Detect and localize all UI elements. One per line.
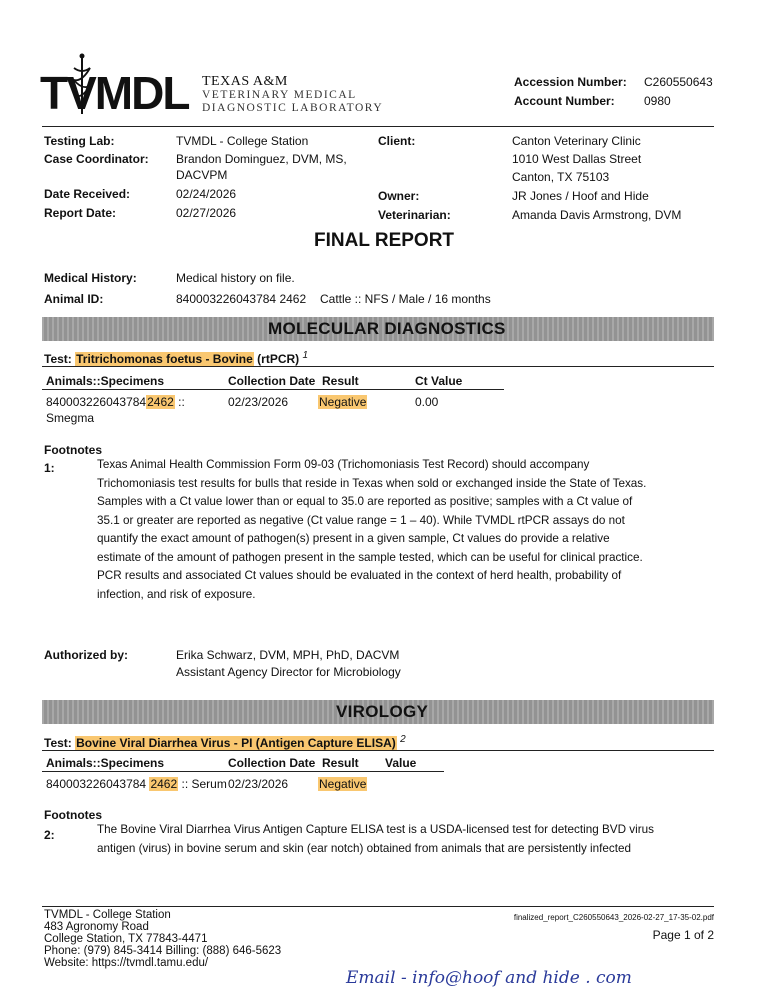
account-label: Account Number:: [514, 94, 615, 108]
result-negative: Negative: [319, 777, 367, 791]
report-title: FINAL REPORT: [314, 230, 455, 251]
col-result: Result: [322, 756, 359, 770]
specimen-id-separator: ::: [178, 395, 185, 409]
result-value: [318, 395, 367, 409]
header-divider: [42, 126, 714, 127]
result-value: [318, 777, 367, 791]
veterinarian-value: Amanda Davis Armstrong, DVM: [512, 208, 682, 222]
col-collection-date: Collection Date: [228, 756, 316, 770]
authorizer-title: Assistant Agency Director for Microbiology: [176, 665, 401, 679]
col-ct-value: Ct Value: [415, 374, 463, 388]
test-prefix: Test:: [44, 736, 72, 750]
org-line-1: TEXAS A&M: [202, 74, 288, 89]
footer-website: Website: https://tvmdl.tamu.edu/: [44, 957, 209, 969]
owner-value: JR Jones / Hoof and Hide: [512, 189, 649, 203]
footnote-number: 2:: [44, 828, 55, 842]
specimen-id-prefix: 840003226043784: [46, 777, 147, 791]
result-negative: Negative: [319, 395, 367, 409]
authorized-by-label: Authorized by:: [44, 648, 128, 662]
veterinarian-label: Veterinarian:: [378, 208, 451, 222]
footnote-line-1: The Bovine Viral Diarrhea Virus Antigen Capture ELISA test is a USDA-licensed test for detecting BVD virus: [97, 823, 654, 836]
account-value: 0980: [644, 94, 671, 108]
test-method: (rtPCR): [257, 352, 300, 366]
client-label: Client:: [378, 134, 416, 148]
collection-date-value: 02/23/2026: [228, 777, 289, 791]
test-prefix: Test:: [44, 352, 72, 366]
animal-id-value: 840003226043784 2462: [176, 292, 307, 306]
accession-label: Accession Number:: [514, 75, 627, 89]
footnote-text: Texas Animal Health Commission Form 09-03 (Trichomoniasis Test Record) should accompany Trichomoniasis test results for bulls that reside in Texas when sold or exchanged inside the State of Texas. Samples with a Ct value lower than or equal to 35.0 are reported as positive; samples with a Ct value of 35.1 or greater are reported as negative (Ct value range = 1 – 40). While TVMDL rtPCR assays do not quantify the exact amount of pathogen(s) present in a given sample, Ct values do provide a relative estimate of the amount of pathogen present in the sample tested, which can be useful for clinical practice. PCR results and associated Ct values should be evaluated in the context of herd health, probability of infection, and risk of exposure.: [97, 458, 647, 601]
footnote-ref: 1: [302, 350, 309, 361]
client-line-2: 1010 West Dallas Street: [512, 152, 642, 166]
testing-lab-label: Testing Lab:: [44, 134, 115, 148]
footnotes-heading: Footnotes: [44, 443, 102, 457]
date-received-value: 02/24/2026: [176, 187, 237, 201]
test-name: Bovine Viral Diarrhea Virus - PI (Antigen Capture ELISA): [76, 736, 396, 750]
footnote-ref: 2: [400, 734, 406, 745]
coordinator-line-1: Brandon Dominguez, DVM, MS,: [176, 152, 347, 166]
footer-divider: [42, 906, 714, 907]
specimen-id-tag: 2462: [150, 777, 178, 791]
client-line-1: Canton Veterinary Clinic: [512, 134, 641, 148]
molecular-table-rule: [42, 389, 504, 390]
molecular-test-line: [44, 350, 308, 366]
animal-description: Cattle :: NFS / Male / 16 months: [320, 292, 491, 306]
collection-date-value: 02/23/2026: [228, 395, 289, 409]
accession-value: C260550643: [644, 75, 713, 89]
org-line-3: DIAGNOSTIC LABORATORY: [202, 102, 384, 114]
specimen-id: [46, 777, 227, 791]
caduceus-icon: [70, 52, 94, 116]
virology-test-line: [44, 734, 406, 750]
footer-city: College Station, TX 77843-4471: [44, 933, 208, 945]
coordinator-line-2: DACVPM: [176, 168, 228, 182]
animal-id-label: Animal ID:: [44, 292, 104, 306]
specimen-id-prefix: 840003226043784: [46, 395, 147, 409]
footnote-line-2: antigen (virus) in bovine serum and skin (ear notch) obtained from animals that are persistently infected: [97, 842, 631, 855]
specimen-id-tag: 2462: [147, 395, 174, 409]
authorizer-name: Erika Schwarz, DVM, MPH, PhD, DACVM: [176, 648, 400, 662]
footer-address: [44, 909, 281, 969]
specimen-type: :: Serum: [181, 777, 227, 791]
specimen-type: Smegma: [46, 411, 95, 425]
medical-history-label: Medical History:: [44, 271, 137, 285]
test-name: Tritrichomonas foetus - Bovine: [76, 352, 253, 366]
footer-phone: Phone: (979) 845-3414 Billing: (888) 646-5623: [44, 945, 282, 957]
virology-section-title: VIROLOGY: [336, 702, 429, 721]
report-date-label: Report Date:: [44, 206, 117, 220]
col-collection-date: Collection Date: [228, 374, 316, 388]
report-date-value: 02/27/2026: [176, 206, 237, 220]
coordinator-label: Case Coordinator:: [44, 152, 149, 166]
virology-test-rule: [42, 750, 714, 751]
client-line-3: Canton, TX 75103: [512, 170, 610, 184]
logo-wordmark: TVMDL: [40, 67, 189, 119]
molecular-test-rule: [42, 366, 714, 367]
virology-table-rule: [42, 771, 444, 772]
testing-lab-value: TVMDL - College Station: [176, 134, 309, 148]
footer-street: 483 Agronomy Road: [44, 921, 149, 933]
date-received-label: Date Received:: [44, 187, 131, 201]
col-value: Value: [385, 756, 417, 770]
footer-filename: finalized_report_C260550643_2026-02-27_17-35-02.pdf: [513, 913, 714, 922]
org-line-2: VETERINARY MEDICAL: [202, 89, 357, 101]
footer-lab-name: TVMDL - College Station: [44, 909, 171, 921]
col-animals-specimens: Animals::Specimens: [46, 374, 165, 388]
owner-label: Owner:: [378, 189, 420, 203]
handwritten-email-note: Email - info@hoof and hide . com: [346, 968, 632, 988]
col-animals-specimens: Animals::Specimens: [46, 756, 165, 770]
col-result: Result: [322, 374, 359, 388]
ct-value: 0.00: [415, 395, 439, 409]
page-number: Page 1 of 2: [652, 928, 714, 942]
footnotes-heading: Footnotes: [44, 808, 102, 822]
footnote-number: 1:: [44, 461, 55, 475]
specimen-id: [46, 395, 185, 409]
molecular-section-title: MOLECULAR DIAGNOSTICS: [268, 319, 506, 338]
medical-history-value: Medical history on file.: [176, 271, 295, 285]
